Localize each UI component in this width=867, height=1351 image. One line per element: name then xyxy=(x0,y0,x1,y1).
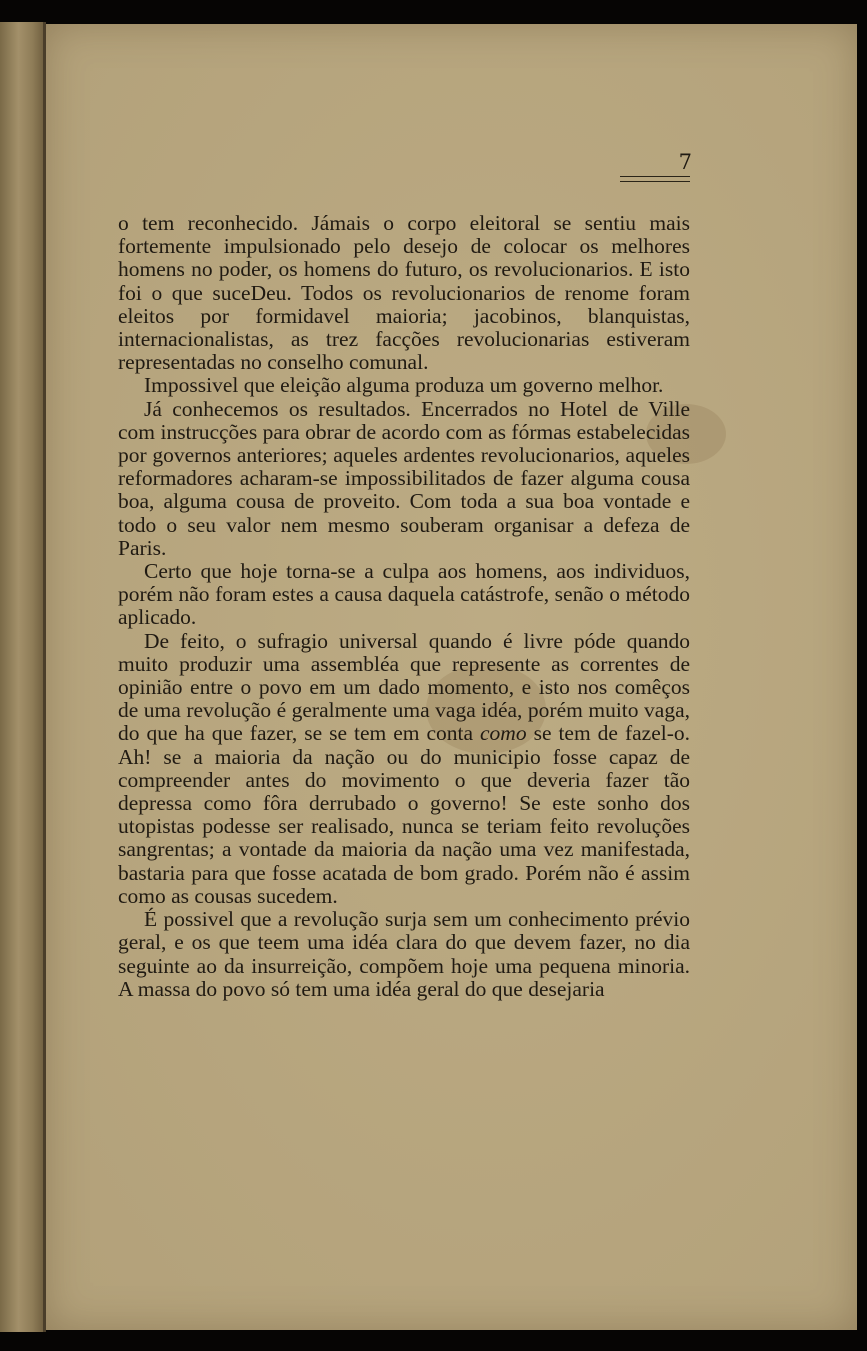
body-text xyxy=(118,212,690,1001)
paragraph: Impossivel que eleição alguma produza um governo melhor. xyxy=(144,373,664,398)
emphasis-text: como xyxy=(480,721,527,746)
paragraph: Já conhecemos os resultados. Encerrados no Hotel de Ville com instrucções para obrar de acordo com as fórmas estabelecidas por governos anteriores; aqueles ardentes revolucionarios, aqueles reformadores acharam-se impossibilitados de fazer alguma cousa boa, alguma cousa de proveito. Com toda a sua boa vontade e todo o seu valor nem mesmo souberam organisar a defeza de Paris. xyxy=(118,396,690,560)
paragraph xyxy=(118,630,690,908)
page-number-underline xyxy=(620,176,690,182)
paragraph: Certo que hoje torna-se a culpa aos homens, aos individuos, porém não foram estes a causa daquela catástrofe, senão o método aplicado. xyxy=(118,559,690,630)
page-number: 7 xyxy=(678,150,692,174)
paragraph: o tem reconhecido. Jámais o corpo eleitoral se sentiu mais fortemente impulsionado pelo desejo de colocar os melhores homens no poder, os homens do futuro, os revolucionarios. E isto foi o que suceDeu. Todos os revolucionarios de renome foram eleitos por formidavel maioria; jacobinos, blanquistas, internacionalistas, as trez facções revolucionarias estiveram representadas no conselho comunal. xyxy=(118,211,690,375)
book-page xyxy=(46,24,857,1330)
paragraph-text: se tem de fazel-o. Ah! se a maioria da nação ou do municipio fosse capaz de compreender antes do movimento o que deveria fazer tão depressa como fôra derrubado o governo! Se este sonho dos utopistas podesse ser realisado, nunca se teriam feito revoluções sangrentas; a vontade da maioria da nação uma vez manifestada, bastaria para que fosse acatada de bom grado. Porém não é assim como as cousas sucedem. xyxy=(118,721,690,908)
book-spine-edge xyxy=(0,22,46,1332)
paragraph-text: De feito, o sufragio universal quando é livre póde quando muito produzir uma assembléa que represente as correntes de opinião entre o povo em um dado momento, e isto nos comêços de uma revolução é geralmente uma vaga idéa, porém muito vaga, do que ha que fazer, se se tem em conta xyxy=(118,628,690,746)
paragraph: É possivel que a revolução surja sem um conhecimento prévio geral, e os que teem uma idéa clara do que devem fazer, no dia seguinte ao da insurreição, compõem hoje uma pequena minoria. A massa do povo só tem uma idéa geral do que desejaria xyxy=(118,907,690,1001)
